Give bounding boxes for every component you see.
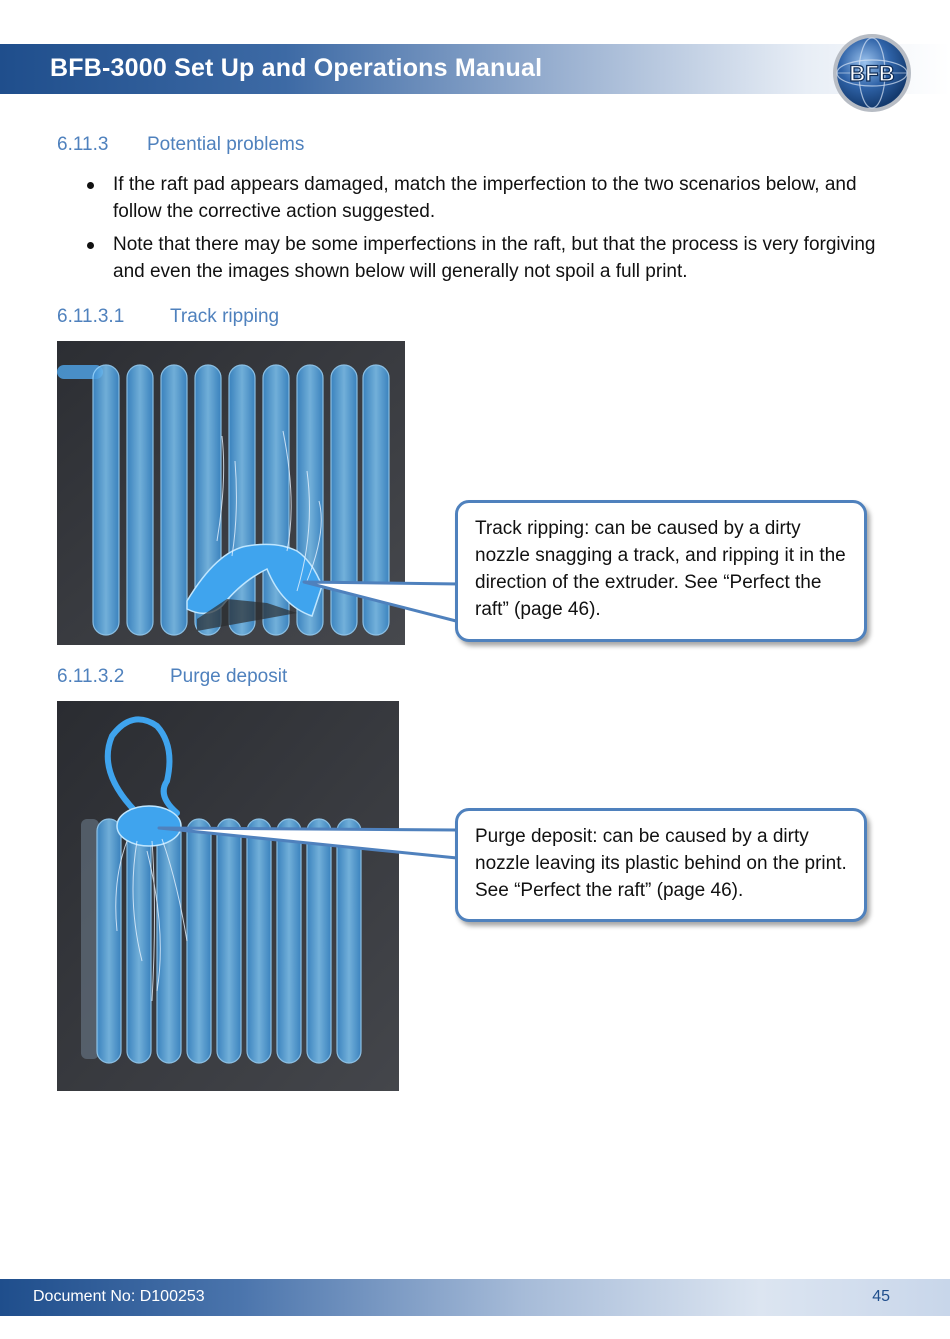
subsection-number: 6.11.3.2 xyxy=(57,666,125,687)
callout-track-ripping: Track ripping: can be caused by a dirty nozzle snagging a track, and ripping it in the direction of the extruder. See “Perfect the raft” (page 46). xyxy=(455,500,867,642)
callout-purge-deposit: Purge deposit: can be caused by a dirty nozzle leaving its plastic behind on the print. See “Perfect the raft” (page 46). xyxy=(455,808,867,922)
bullet-dot-icon xyxy=(87,242,94,249)
bullet-item: If the raft pad appears damaged, match the imperfection to the two scenarios below, and follow the corrective action suggested. xyxy=(85,171,905,225)
page-number: 45 xyxy=(872,1288,890,1305)
section-heading xyxy=(57,134,304,156)
section-number: 6.11.3 xyxy=(57,134,109,155)
bullet-dot-icon xyxy=(87,182,94,189)
section-title: Potential problems xyxy=(147,134,305,155)
subsection-heading-purge-deposit xyxy=(57,666,287,688)
subsection-title: Track ripping xyxy=(170,306,280,327)
document-title: BFB-3000 Set Up and Operations Manual xyxy=(50,54,543,82)
callout-pointer-purge-deposit xyxy=(155,820,465,870)
bfb-logo xyxy=(831,32,913,114)
callout-pointer-track-ripping xyxy=(300,560,470,630)
bullet-item: Note that there may be some imperfections in the raft, but that the process is very forgiving and even the images shown below will generally not spoil a full print. xyxy=(85,231,905,285)
bullet-list xyxy=(85,171,905,291)
purge-deposit-photo xyxy=(57,701,399,1091)
subsection-heading-track-ripping xyxy=(57,306,279,328)
subsection-number: 6.11.3.1 xyxy=(57,306,125,327)
subsection-title: Purge deposit xyxy=(170,666,288,687)
document-number: Document No: D100253 xyxy=(33,1288,205,1305)
svg-text:BFB: BFB xyxy=(849,61,895,86)
